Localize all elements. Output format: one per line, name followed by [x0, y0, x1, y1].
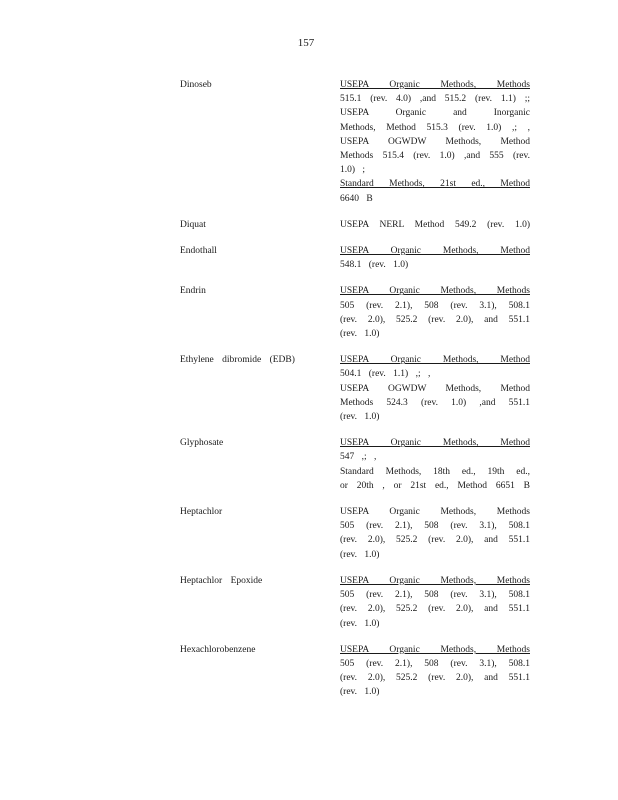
method-line: (rev. 2.0), 525.2 (rev. 2.0), and 551.1 — [340, 314, 530, 325]
method-line: (rev. 1.0) — [340, 549, 380, 560]
method-line: 504.1 (rev. 1.1) ,; , — [340, 369, 431, 380]
analytical-methods — [340, 218, 530, 232]
method-line: 1.0) ; — [340, 165, 366, 176]
contaminant-name: Endothall — [180, 246, 217, 257]
method-line: USEPA Organic Methods, Methods — [340, 575, 530, 586]
method-line: USEPA OGWDW Methods, Method — [340, 383, 530, 394]
method-line: 515.1 (rev. 4.0) ,and 515.2 (rev. 1.1) ;; — [340, 94, 530, 105]
contaminant-row — [180, 505, 530, 562]
method-line: or 20th , or 21st ed., Method 6651 B — [340, 480, 530, 491]
method-line: USEPA NERL Method 549.2 (rev. 1.0) — [340, 219, 530, 230]
contaminant-row — [180, 218, 530, 232]
method-line: (rev. 1.0) — [340, 412, 380, 423]
analytical-methods — [340, 436, 530, 493]
method-line: 505 (rev. 2.1), 508 (rev. 3.1), 508.1 — [340, 521, 530, 532]
method-line: (rev. 1.0) — [340, 329, 380, 340]
contaminant-row — [180, 353, 530, 424]
method-line: Standard Methods, 21st ed., Method — [340, 179, 530, 190]
method-line: (rev. 1.0) — [340, 618, 380, 629]
method-line: 548.1 (rev. 1.0) — [340, 260, 409, 271]
method-line: (rev. 2.0), 525.2 (rev. 2.0), and 551.1 — [340, 535, 530, 546]
analytical-methods — [340, 284, 530, 341]
method-line: 505 (rev. 2.1), 508 (rev. 3.1), 508.1 — [340, 658, 530, 669]
method-line: USEPA Organic Methods, Methods — [340, 644, 530, 655]
method-line: Standard Methods, 18th ed., 19th ed., — [340, 466, 530, 477]
method-line: (rev. 2.0), 525.2 (rev. 2.0), and 551.1 — [340, 673, 530, 684]
page-number: 157 — [297, 37, 315, 49]
method-line: (rev. 1.0) — [340, 687, 380, 698]
analytical-methods — [340, 505, 530, 562]
contaminant-row — [180, 78, 530, 206]
method-line: USEPA Organic Methods, Methods — [340, 286, 530, 297]
contaminant-row — [180, 643, 530, 700]
contaminant-row — [180, 574, 530, 631]
contaminant-name: Hexachlorobenzene — [180, 644, 256, 655]
method-line: Methods 524.3 (rev. 1.0) ,and 551.1 — [340, 397, 530, 408]
method-line: 6640 B — [340, 193, 373, 204]
method-line: USEPA Organic Methods, Method — [340, 438, 530, 449]
method-line: USEPA Organic Methods, Method — [340, 246, 530, 257]
analytical-methods — [340, 353, 530, 424]
analytical-methods — [340, 78, 530, 206]
contaminant-name: Diquat — [180, 219, 206, 230]
method-line: USEPA OGWDW Methods, Method — [340, 136, 530, 147]
method-line: 505 (rev. 2.1), 508 (rev. 3.1), 508.1 — [340, 300, 530, 311]
analytical-methods — [340, 574, 530, 631]
method-line: Methods, Method 515.3 (rev. 1.0) ,; , — [340, 122, 530, 133]
method-line: 547 ,; , — [340, 452, 377, 463]
method-line: (rev. 2.0), 525.2 (rev. 2.0), and 551.1 — [340, 604, 530, 615]
method-table — [180, 78, 530, 712]
analytical-methods — [340, 244, 530, 272]
contaminant-name: Ethylene dibromide (EDB) — [180, 355, 295, 366]
contaminant-row — [180, 436, 530, 493]
method-line: USEPA Organic and Inorganic — [340, 108, 530, 119]
analytical-methods — [340, 643, 530, 700]
contaminant-name: Endrin — [180, 286, 206, 297]
method-line: 505 (rev. 2.1), 508 (rev. 3.1), 508.1 — [340, 590, 530, 601]
contaminant-row — [180, 284, 530, 341]
contaminant-row — [180, 244, 530, 272]
contaminant-name: Dinoseb — [180, 80, 212, 90]
contaminant-name: Heptachlor Epoxide — [180, 575, 263, 586]
method-line: USEPA Organic Methods, Method — [340, 355, 530, 366]
contaminant-name: Glyphosate — [180, 438, 224, 449]
method-line: Methods 515.4 (rev. 1.0) ,and 555 (rev. — [340, 151, 530, 162]
method-line: USEPA Organic Methods, Methods — [340, 507, 530, 518]
contaminant-name: Heptachlor — [180, 507, 223, 518]
method-line: USEPA Organic Methods, Methods — [340, 80, 530, 90]
